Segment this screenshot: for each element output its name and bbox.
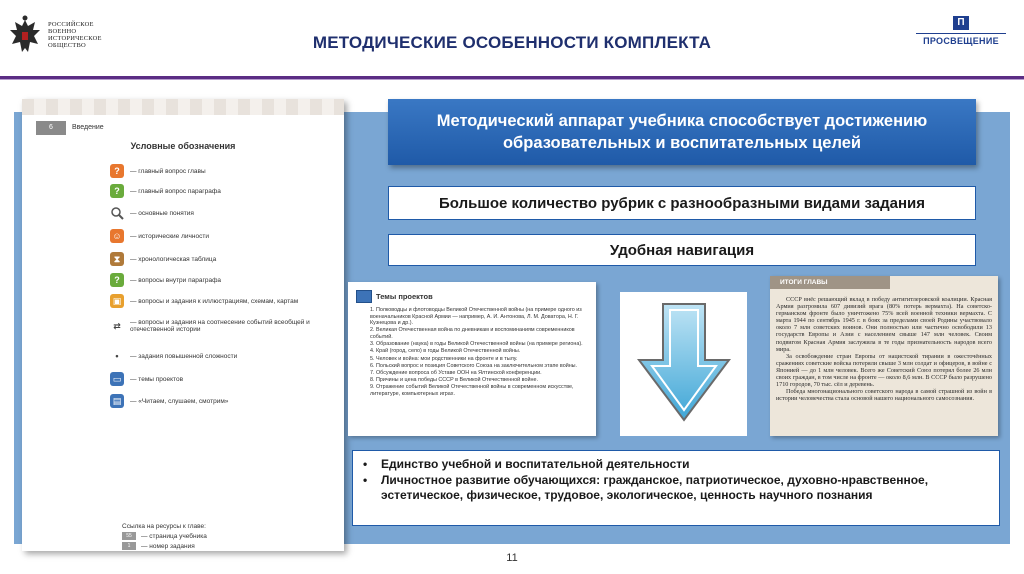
legend-label: — главный вопрос параграфа — [130, 187, 221, 195]
ref-label: — номер задания — [141, 542, 195, 550]
question-icon: ? — [110, 164, 124, 178]
publisher-logo — [916, 12, 1006, 46]
question-icon: ? — [110, 184, 124, 198]
summary-text — [776, 296, 992, 402]
dot-icon: • — [115, 351, 119, 361]
page-header — [22, 121, 344, 135]
project-topic-item: 9. Отражение событий Великой Отечественной войны в современном искусстве, литературе, компьютерных играх. — [370, 384, 574, 397]
summary-paragraph: СССР внёс решающий вклад в победу антигитлеровской коалиции. Красная Армия разгромила 607 дивизий врага (80% потерь вермахта). На советско-германском фронте было уничтожено 75% всей военной техники вермахта. С марта 1944 по сентябрь 1945 г. в боях за пределами своей Родины участвовало около 7 млн советских воинов. Они полностью или частично освободили 13 государств Европы и Азии с населением свыше 147 млн человек. Своим подвигом Красная Армия заслужила в те годы признательность народов всего мира. — [776, 296, 992, 353]
legend-row — [110, 205, 194, 221]
chapter-summary-card — [770, 276, 998, 436]
hourglass-icon: ⧗ — [110, 252, 124, 266]
legend-row — [110, 163, 206, 179]
legend-label: — исторические личности — [130, 232, 209, 240]
ref-page-box: 55 — [122, 532, 136, 540]
project-topic-item: 2. Великая Отечественная война по дневникам и воспоминаниям современников событий. — [370, 327, 575, 340]
legend-label: — темы проектов — [130, 375, 184, 383]
legend-row — [110, 272, 221, 288]
legend-row — [110, 251, 216, 267]
down-arrow-icon — [620, 292, 747, 436]
refs-title: Ссылка на ресурсы к главе: — [122, 523, 206, 530]
ref-label: — страница учебника — [141, 532, 207, 540]
magnifier-icon — [110, 206, 124, 220]
legend-row — [110, 348, 237, 364]
project-topics-card — [348, 282, 596, 436]
summary-paragraph: Победа многонационального советского народа в самой страшной из войн в истории человечества стала основой нашего национального самосознания. — [776, 388, 992, 403]
project-topic-item: 4. Край (город, село) в годы Великой Отечественной войны. — [370, 348, 521, 355]
project-topic-item: 7. Обсуждение вопроса об Уставе ООН на Ялтинской конференции. — [370, 369, 542, 376]
project-topics-list — [370, 307, 590, 398]
legend-label: — вопросы внутри параграфа — [130, 276, 222, 284]
bullet-dot: • — [363, 472, 368, 487]
ref-task-box: 1 — [122, 542, 136, 550]
org-name: РОССИЙСКОЕ ВОЕННО ИСТОРИЧЕСКОЕ ОБЩЕСТВО — [48, 21, 102, 49]
bullet-dot: • — [363, 457, 368, 471]
publisher-mark-icon: П — [953, 16, 969, 30]
callout-rubrics: Большое количество рубрик с разнообразными видами задания — [388, 186, 976, 220]
legend-label: — основные понятия — [130, 209, 194, 217]
project-topic-item: 8. Причины и цена победы СССР в Великой Отечественной войне. — [370, 377, 538, 384]
project-topics-header — [356, 290, 433, 303]
legend-row — [110, 183, 221, 199]
main-heading-callout: Методический аппарат учебника способствует достижению образовательных и воспитательных целей — [388, 99, 976, 165]
legend-label: — «Читаем, слушаем, смотрим» — [130, 397, 229, 405]
project-topic-item: 6. Польский вопрос и позиция Советского Союза на заключительном этапе войны. — [370, 362, 578, 369]
arrow-card — [620, 292, 747, 436]
legend-row — [110, 393, 228, 409]
ref-row — [122, 532, 207, 540]
page-ornament — [22, 99, 344, 115]
project-topics-title: Темы проектов — [376, 292, 433, 301]
computer-icon — [356, 290, 372, 303]
page-number-tab: 6 — [36, 121, 66, 135]
header-divider-thin — [0, 79, 1024, 80]
callout-navigation: Удобная навигация — [388, 234, 976, 266]
person-icon: ☺ — [110, 229, 124, 243]
legend-label: — задания повышенной сложности — [130, 352, 238, 360]
project-topic-item: 3. Образование (наука) в годы Великой Отечественной войны (на примере региона). — [370, 341, 583, 348]
key-points-box — [352, 450, 1000, 526]
resource-refs — [122, 523, 207, 551]
slide-number: 11 — [506, 552, 518, 564]
bullet-text: Единство учебной и воспитательной деятельности — [381, 457, 690, 471]
bullet-item — [363, 473, 989, 504]
question-icon: ? — [110, 273, 124, 287]
legend-label: — хронологическая таблица — [130, 255, 217, 263]
page-title: МЕТОДИЧЕСКИЕ ОСОБЕННОСТИ КОМПЛЕКТА — [312, 33, 712, 52]
legend-row — [110, 228, 209, 244]
project-topic-item: 5. Человек и война: мои родственники на фронте и в тылу. — [370, 355, 518, 362]
legend-label: — вопросы и задания к иллюстрациям, схемам, картам — [130, 297, 299, 305]
publisher-name: ПРОСВЕЩЕНИЕ — [916, 33, 1006, 46]
legend-row — [110, 371, 183, 387]
section-label: Введение — [72, 124, 104, 131]
legend-row — [110, 293, 298, 309]
picture-icon: ▣ — [110, 294, 124, 308]
ref-row — [122, 542, 207, 550]
bullet-item — [363, 457, 989, 473]
summary-paragraph: За освобождение стран Европы от нацистской тирании в ожесточённых сражениях советские войска потеряли свыше 3 млн солдат и офицеров, в войне с Японией — до 1 млн человек. Всего же Советский Союз потерял более 26 млн своих граждан, в том числе на фронте — около 8,6 млн. В СССР было разрушено 1710 городов, 70 тыс. сёл и деревень. — [776, 352, 992, 389]
legend-row — [110, 318, 344, 334]
computer-icon: ▭ — [110, 372, 124, 386]
summary-title: ИТОГИ ГЛАВЫ — [770, 276, 890, 289]
legend-label: — главный вопрос главы — [130, 167, 206, 175]
arrows-icon: ⇄ — [113, 321, 121, 331]
textbook-legend-page — [22, 99, 344, 551]
book-icon: ▤ — [110, 394, 124, 408]
bullet-text: Личностное развитие обучающихся: гражданское, патриотическое, духовно-нравственное, эстетическое, физическое, трудовое, экологическое, ценность научного познания — [381, 472, 929, 502]
project-topic-item: 1. Полководцы и флотоводцы Великой Отечественной войны (на примере одного из военачальников Красной Армии — например, А. И. Антонова, Л. М. Доватора, Н. Г. Кузнецова и др.). — [370, 307, 582, 327]
legend-label: — вопросы и задания на соотнесение событий всеобщей и отечественной истории — [130, 319, 310, 333]
legend-title: Условные обозначения — [130, 141, 236, 151]
